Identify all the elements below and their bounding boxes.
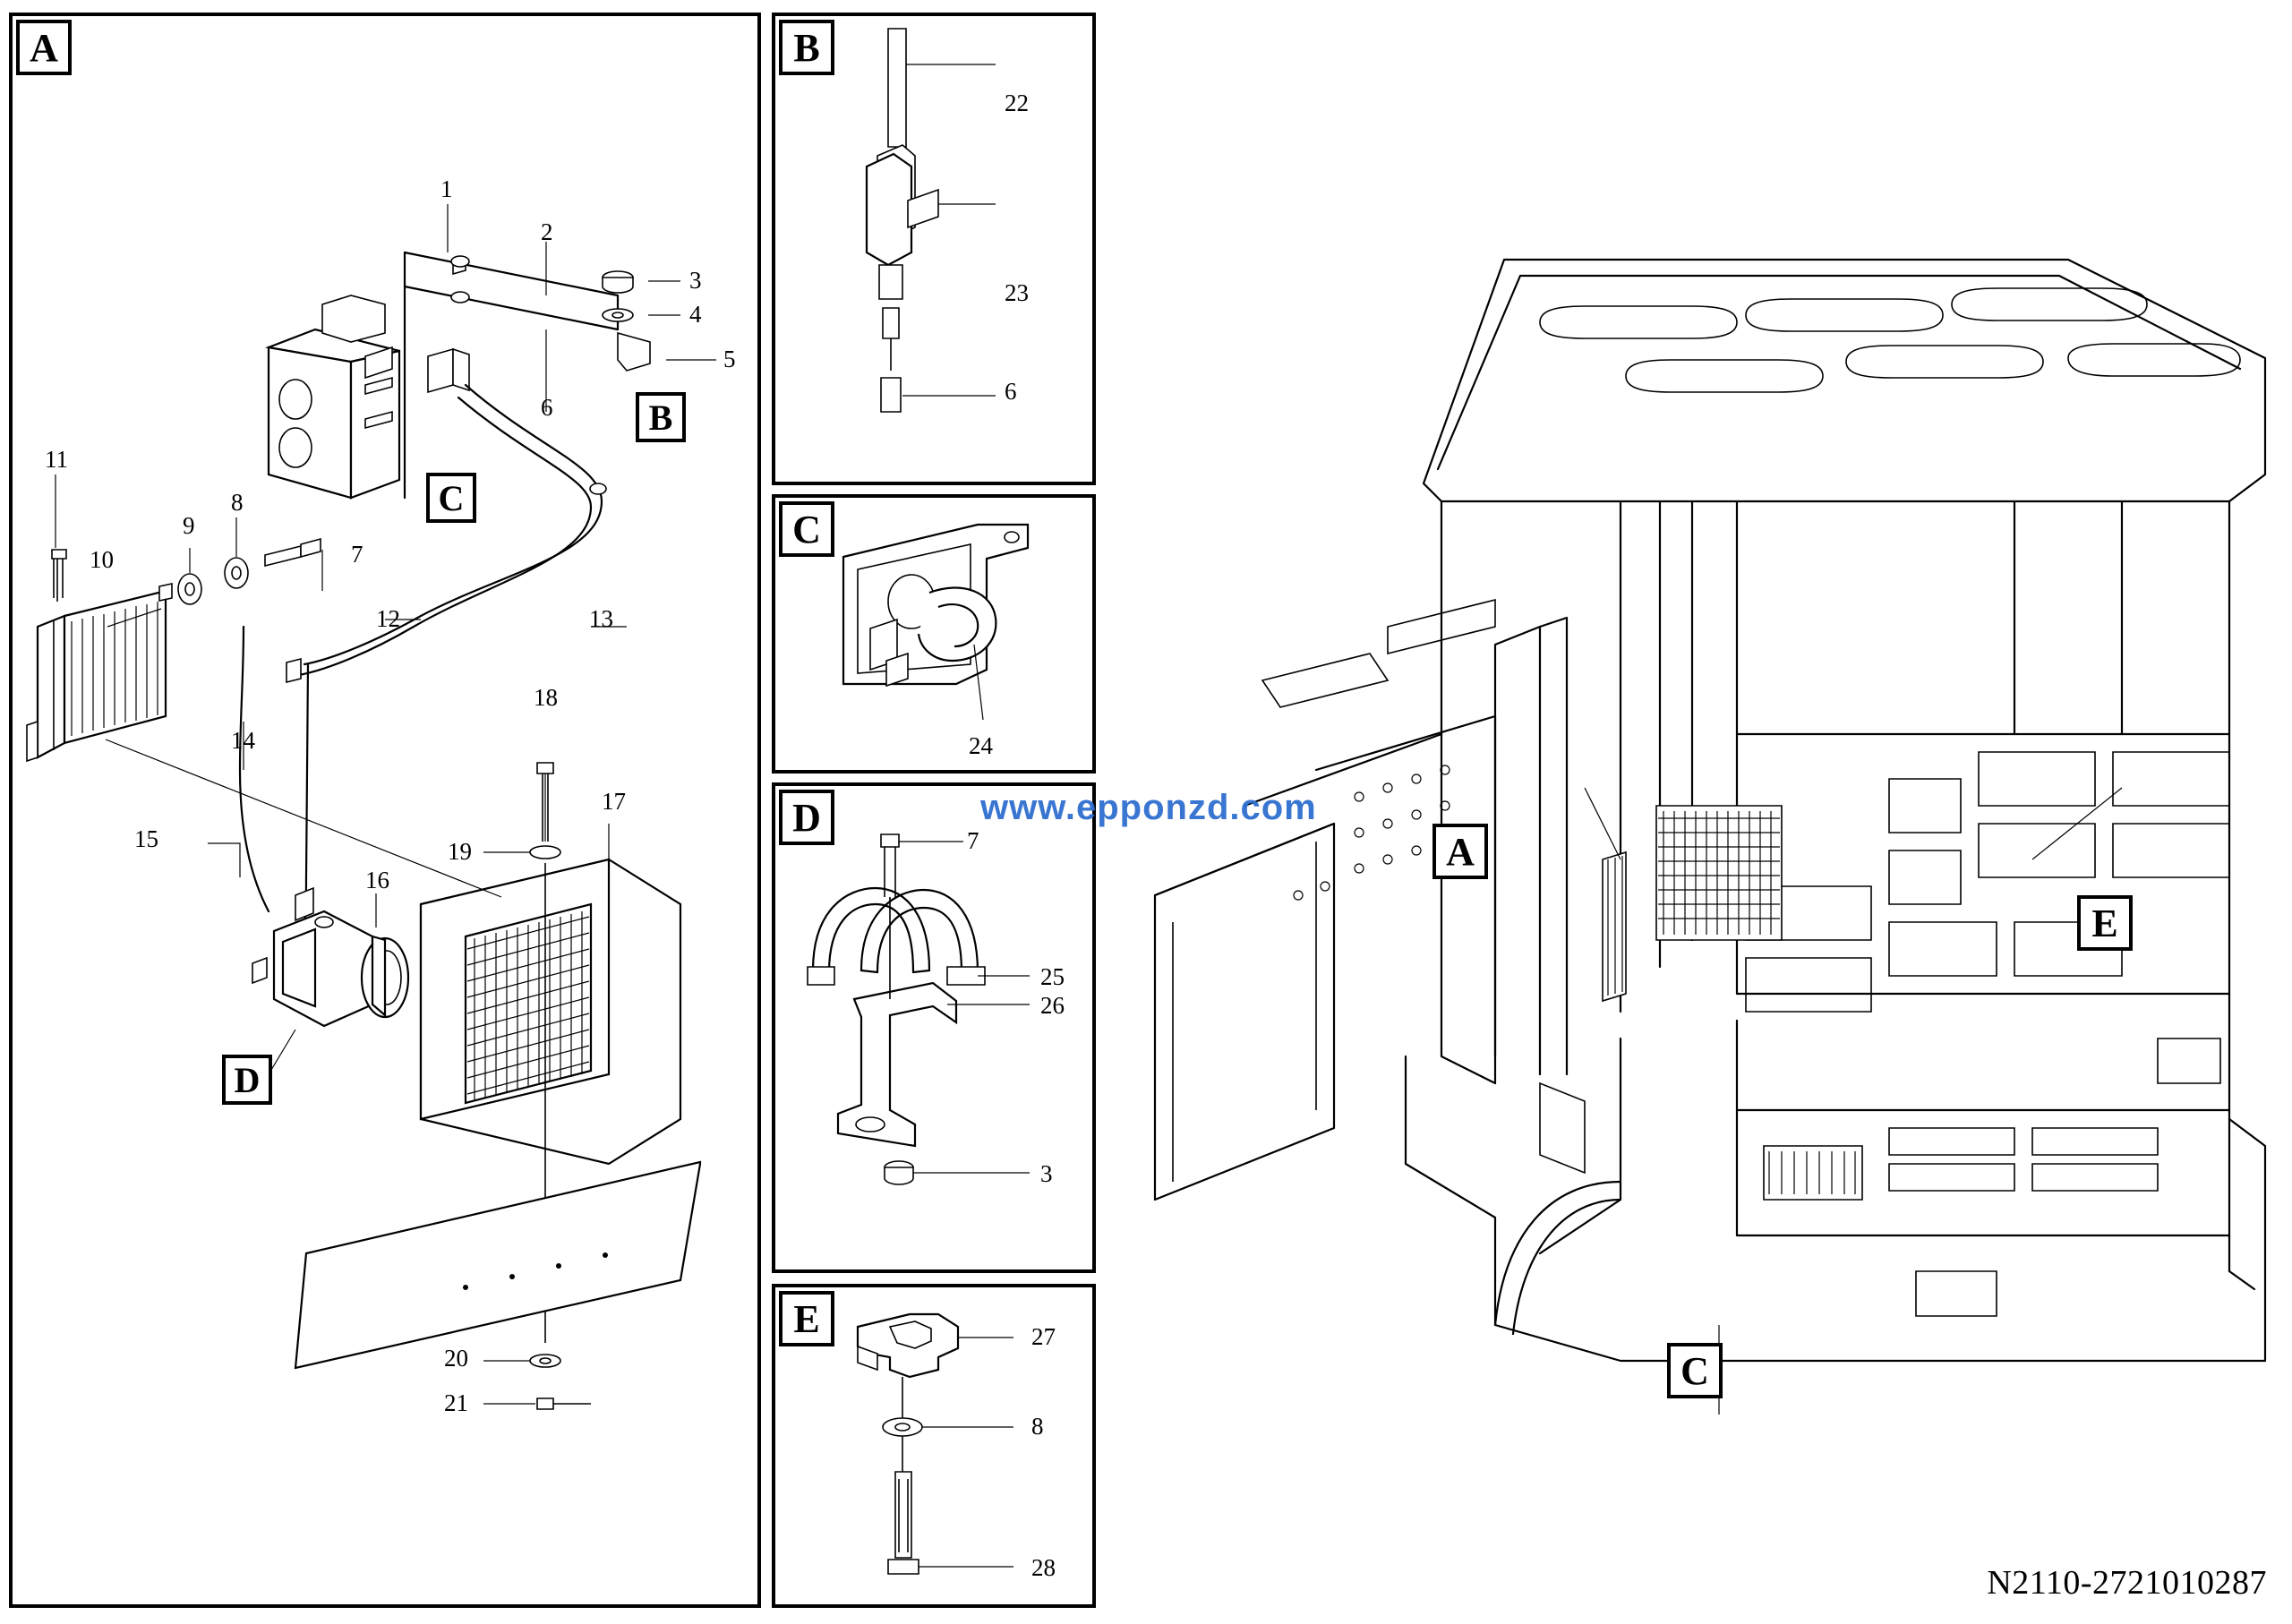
panel-a-artwork — [0, 0, 770, 1611]
callout-26: 26 — [1040, 992, 1065, 1019]
panel-e-letter: E — [779, 1291, 834, 1346]
truck-marker-e[interactable]: E — [2077, 895, 2133, 951]
callout-21: 21 — [444, 1389, 468, 1416]
nut-part-d3 — [885, 1161, 913, 1184]
pipe-part-14 — [240, 627, 269, 911]
callout-5: 5 — [723, 346, 736, 372]
callout-4: 4 — [689, 301, 702, 328]
callout-24: 24 — [969, 732, 993, 759]
callout-11: 11 — [45, 446, 68, 473]
callout-7: 7 — [351, 541, 363, 568]
callout-d3: 3 — [1040, 1160, 1053, 1187]
floor-plate — [295, 1162, 700, 1368]
washer-part-8 — [225, 558, 248, 588]
watermark: www.epponzd.com — [980, 788, 1317, 827]
panel-d-artwork — [772, 782, 1112, 1284]
detail-marker-c[interactable]: C — [426, 473, 476, 523]
washer-part-19 — [530, 846, 560, 859]
callout-2: 2 — [541, 218, 553, 245]
callout-19: 19 — [448, 838, 472, 865]
screw-part-d7 — [881, 834, 899, 897]
callout-8: 8 — [231, 489, 244, 516]
panel-e-artwork — [772, 1284, 1112, 1624]
panel-b-letter: B — [779, 20, 834, 75]
bolt-part-11 — [52, 550, 66, 602]
front-bumper — [1406, 1021, 2265, 1361]
grille — [1746, 752, 2229, 1012]
bracket-part-26 — [838, 983, 956, 1146]
panel-c-artwork — [772, 494, 1112, 790]
callout-17: 17 — [602, 788, 626, 815]
clip-part-27 — [858, 1314, 958, 1377]
callout-23: 23 — [1005, 279, 1029, 306]
receiver-drier-assembly — [269, 295, 399, 498]
callout-25: 25 — [1040, 963, 1065, 990]
hose-fitting — [590, 483, 606, 494]
compressor-part-16 — [252, 888, 408, 1026]
callout-20: 20 — [444, 1345, 468, 1372]
bolt-part-28 — [888, 1472, 919, 1574]
callout-12: 12 — [376, 605, 400, 632]
panel-d-letter: D — [779, 790, 834, 845]
callout-10: 10 — [90, 546, 114, 573]
callout-28: 28 — [1031, 1554, 1056, 1581]
hose-end-fitting — [286, 659, 301, 682]
callout-b6: 6 — [1005, 378, 1017, 405]
callout-1: 1 — [440, 175, 453, 202]
screw-part-7 — [265, 539, 321, 566]
panel-b-artwork — [772, 13, 1112, 496]
detail-marker-b[interactable]: B — [636, 392, 686, 442]
panel-c-letter: C — [779, 501, 834, 557]
chassis-frame — [1155, 600, 1495, 1200]
truck-marker-a[interactable]: A — [1432, 824, 1488, 879]
callout-9: 9 — [183, 512, 195, 539]
washer-part-9 — [178, 574, 201, 604]
condenser-part-10 — [27, 584, 172, 761]
clamp-part-25 — [808, 888, 985, 985]
installed-condenser — [1603, 806, 1782, 1001]
nut-part-3 — [603, 271, 633, 293]
washer-part-4 — [603, 309, 633, 321]
document-code: N2110-2721010287 — [1987, 1564, 2267, 1602]
callout-22: 22 — [1005, 90, 1029, 116]
callout-6: 6 — [541, 394, 553, 421]
valve-part-22 — [867, 29, 938, 412]
washer-part-e8 — [883, 1418, 922, 1436]
callout-15: 15 — [134, 825, 158, 852]
cab-roof — [1424, 260, 2265, 501]
bolt-part-21 — [537, 1398, 591, 1409]
bracket-assembly-24 — [843, 525, 1028, 686]
callout-27: 27 — [1031, 1323, 1056, 1350]
panel-a-letter-text: A — [30, 25, 58, 70]
detail-marker-d[interactable]: D — [222, 1055, 272, 1105]
wheel-arch — [1495, 1083, 1621, 1334]
evaporator-part-17 — [421, 859, 680, 1164]
truck-marker-c[interactable]: C — [1667, 1343, 1723, 1398]
callout-16: 16 — [365, 867, 389, 893]
callout-3: 3 — [689, 267, 702, 294]
callout-d7: 7 — [967, 827, 979, 854]
callout-e8: 8 — [1031, 1413, 1044, 1440]
callout-14: 14 — [231, 727, 255, 754]
callout-18: 18 — [534, 684, 558, 711]
callout-13: 13 — [589, 605, 613, 632]
